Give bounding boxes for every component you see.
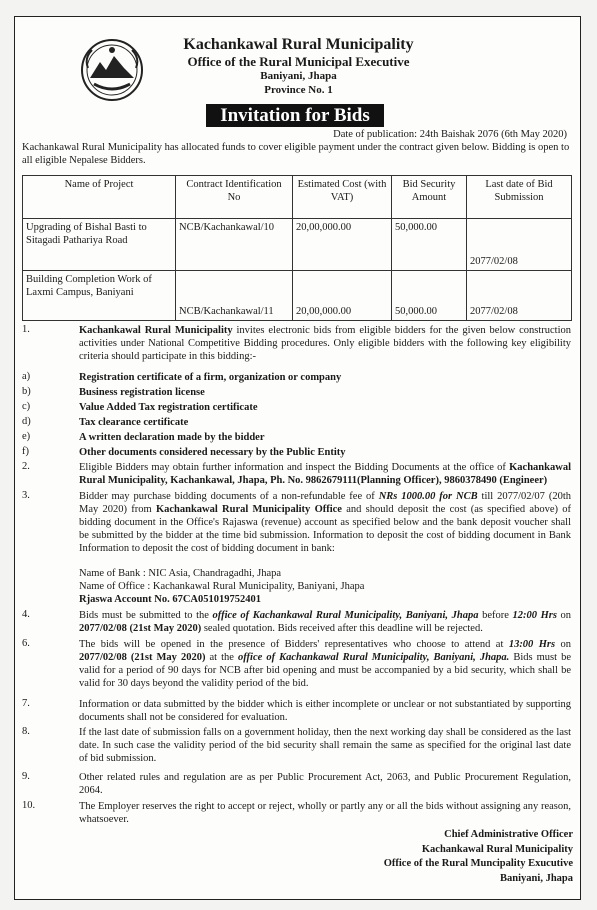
criteria-item: Other documents considered necessary by the Public Entity <box>79 447 346 458</box>
table-cell: 2077/02/08 <box>467 219 572 271</box>
table-row <box>23 219 572 271</box>
criteria-letter: e) <box>22 431 31 442</box>
table-cell: 50,000.00 <box>392 219 467 271</box>
publication-date: Date of publication: 24th Baishak 2076 (6th May 2020) <box>333 129 567 140</box>
criteria-letter: d) <box>22 416 31 427</box>
criteria-item: Value Added Tax registration certificate <box>79 402 258 413</box>
item-number: 10. <box>22 800 36 811</box>
item-1-bold: Kachankawal Rural Municipality <box>79 325 233 336</box>
table-cell: NCB/Kachankawal/11 <box>176 271 293 321</box>
item-4-part: on <box>556 610 572 621</box>
item-6-office: office of Kachankawal Rural Municipality, Baniyani, Jhapa. <box>237 652 510 664</box>
signature-block <box>384 828 573 886</box>
criteria-item: A written declaration made by the bidder <box>79 432 265 443</box>
table-cell: 20,00,000.00 <box>293 271 392 321</box>
item-6-part: The bids will be opened in the presence of Bidders' representatives who choose to attend at <box>79 639 509 650</box>
signature-office: Office of the Rural Muncipality Exucutive <box>383 858 573 869</box>
project-table <box>22 175 572 321</box>
item-number: 2. <box>22 461 30 472</box>
item-number: 3. <box>22 490 30 501</box>
item-3-text <box>79 490 571 555</box>
item-4-office: office of Kachankawal Rural Municipality, Baniyani, Jhapa <box>212 610 479 621</box>
item-3-fee: NRs 1000.00 for NCB <box>378 491 478 502</box>
office-account-name: Name of Office : Kachankawal Rural Municipality, Baniyani, Jhapa <box>79 581 365 592</box>
item-6-date: 2077/02/08 (21st May 2020) <box>79 652 206 664</box>
column-header: Contract Identification No <box>176 176 293 219</box>
item-number: 4. <box>22 609 30 620</box>
location: Baniyani, Jhapa <box>260 70 337 82</box>
item-6-time: 13:00 Hrs <box>508 639 556 650</box>
item-6-part: at the <box>205 652 238 664</box>
province: Province No. 1 <box>264 84 333 96</box>
table-cell: 20,00,000.00 <box>293 219 392 271</box>
criteria-item: Business registration license <box>79 387 205 398</box>
signature-location: Baniyani, Jhapa <box>500 872 573 884</box>
item-2-part: Eligible Bidders may obtain further information and inspect the Bidding Documents at the office of <box>79 462 510 473</box>
item-3-part: till 2077/02/07 (20th May 2020) from <box>79 491 571 516</box>
column-header: Last date of Bid Submission <box>467 176 572 219</box>
signature-title: Chief Administrative Officer <box>444 829 573 840</box>
item-4-part: before <box>478 610 513 621</box>
item-number: 6. <box>22 638 30 649</box>
item-7-text: Information or data submitted by the bidder which is either incomplete or unclear or not substantiated by supporting documents shall not be considered for evaluation. <box>79 699 571 724</box>
column-header: Bid Security Amount <box>392 176 467 219</box>
criteria-letter: f) <box>22 446 29 457</box>
criteria-letter: b) <box>22 386 31 397</box>
item-8-text: If the last date of submission falls on a government holiday, then the next working day shall be considered as the last date. In such case the validity period of the bid security shall remain the same as specified for the original last date of bid submission. <box>79 727 571 765</box>
intro-text: Kachankawal Rural Municipality has allocated funds to cover eligible payment under the contract given below. Bidding is open to all eligible Nepalese Bidders. <box>22 142 570 166</box>
office-name: Office of the Rural Municipal Executive <box>187 54 410 69</box>
account-number: Rjaswa Account No. 67CA051019752401 <box>79 594 261 605</box>
criteria-item: Tax clearance certificate <box>79 417 189 428</box>
item-1-text <box>79 324 571 363</box>
item-9-text: Other related rules and regulation are as per Public Procurement Act, 2063, and Public Procurement Regulation, 2064. <box>79 772 571 797</box>
table-cell: Upgrading of Bishal Basti to Sitagadi Pathariya Road <box>23 219 176 271</box>
item-number: 1. <box>22 324 30 335</box>
criteria-letter: c) <box>22 401 31 412</box>
table-row <box>23 271 572 321</box>
item-4-date: 2077/02/08 (21st May 2020) <box>79 623 202 635</box>
column-header: Estimated Cost (with VAT) <box>293 176 392 219</box>
item-2-text <box>79 461 571 487</box>
item-4-part: Bids must be submitted to the <box>79 610 213 621</box>
item-number: 7. <box>22 698 30 709</box>
item-2-contact: Kachankawal Rural Municipality, Kachankawal, Jhapa, Ph. No. 9862679111(Planning Officer), 9860378490 (Engineer) <box>79 462 571 487</box>
item-10-text: The Employer reserves the right to accept or reject, wholly or partly any or all the bids without assigning any reason, whatsoever. <box>79 801 571 826</box>
criteria-item: Registration certificate of a firm, organization or company <box>79 372 342 383</box>
municipality-name: Kachankawal Rural Municipality <box>183 36 414 53</box>
item-3-part: Bidder may purchase bidding documents of a non-refundable fee of <box>79 491 379 502</box>
table-cell: 50,000.00 <box>392 271 467 321</box>
table-cell: NCB/Kachankawal/10 <box>176 219 293 271</box>
item-4-text <box>79 609 571 635</box>
item-4-part: sealed quotation. Bids received after this deadline will be rejected. <box>201 623 483 635</box>
page-title: Invitation for Bids <box>206 104 384 127</box>
item-number: 8. <box>22 726 30 737</box>
signature-municipality: Kachankawal Rural Municipality <box>421 843 573 855</box>
item-3-office: Kachankawal Rural Municipality Office <box>155 504 342 516</box>
table-cell: Building Completion Work of Laxmi Campus, Baniyani <box>23 271 176 321</box>
item-6-part: on <box>555 639 572 650</box>
item-3-part: and should deposit the cost (as specified above) of bidding document in the Office's Rajaswa (revenue) account as specified below and the bank deposit voucher shall be submitted by the bidder at the time bid submission. Information to deposit the cost of bidding document in Bank Information to deposit the cost of bidding document in bank: <box>79 504 571 555</box>
item-6-text <box>79 638 571 690</box>
item-1-rest: invites electronic bids from eligible bidders for the given below construction activities under National Competitive Bidding procedures. Only eligible bidders with the following key eligibility criteria should participate in this bidding:- <box>79 325 571 363</box>
table-header-row <box>23 176 572 219</box>
bank-name: Name of Bank : NIC Asia, Chandragadhi, Jhapa <box>79 568 282 579</box>
criteria-letter: a) <box>22 371 31 382</box>
item-number: 9. <box>22 771 30 782</box>
column-header: Name of Project <box>23 176 176 219</box>
item-6-part: Bids must be valid for a period of 90 days for NCB after bid opening and must be accompanied by a bid security, which shall be valid for 30 days beyond the validity period of the bid. <box>79 652 572 690</box>
item-4-time: 12:00 Hrs <box>512 610 557 621</box>
table-cell: 2077/02/08 <box>467 271 572 321</box>
